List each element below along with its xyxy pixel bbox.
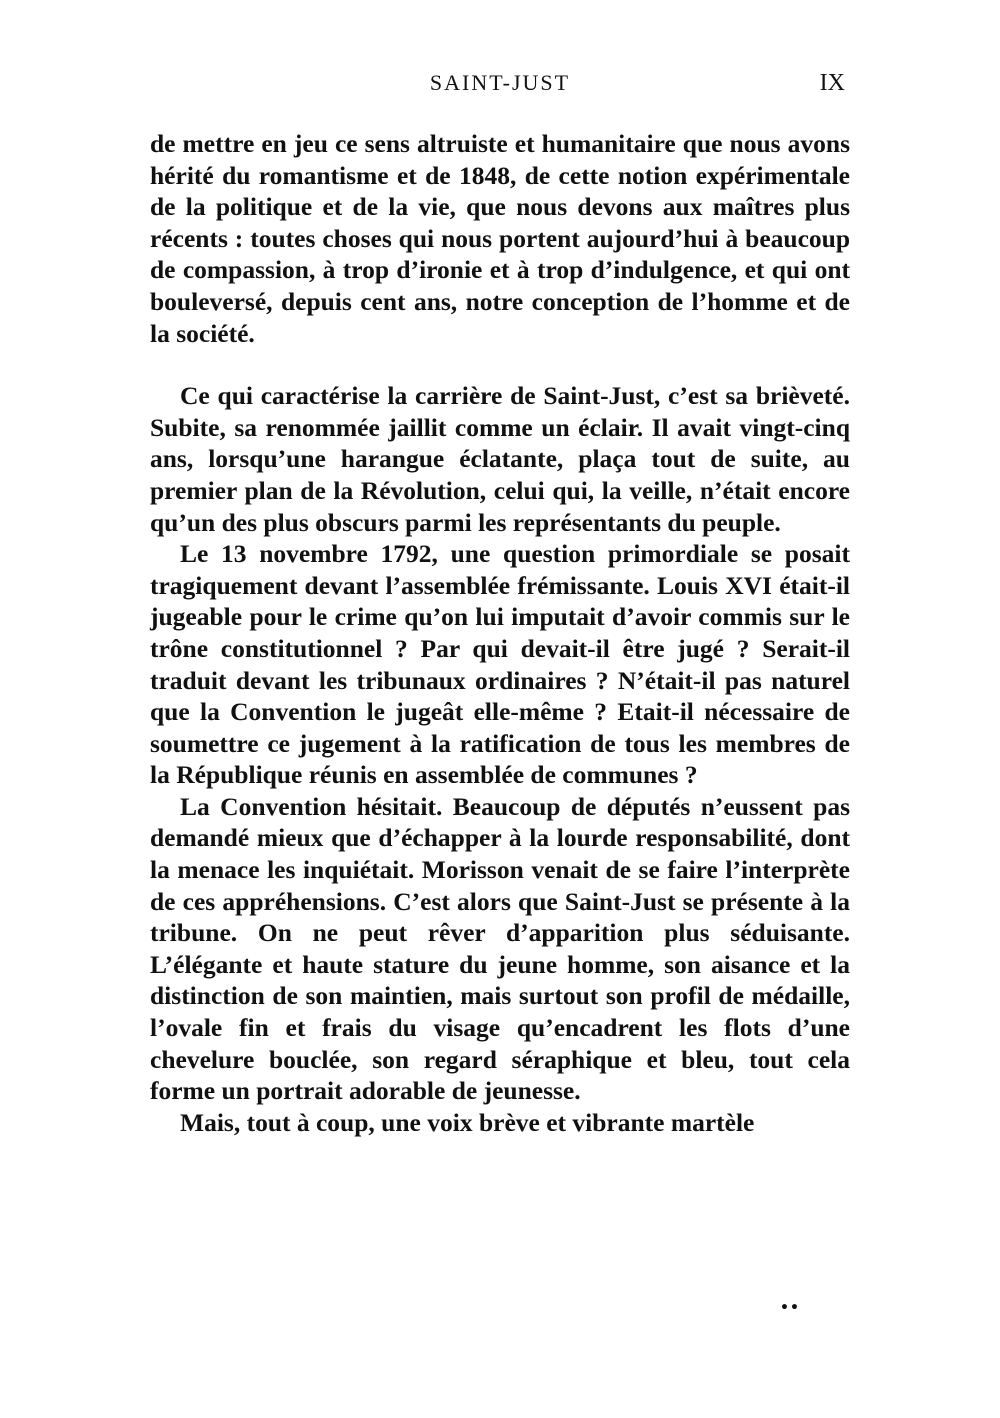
running-title: SAINT-JUST — [429, 70, 571, 95]
paragraph: Ce qui caractérise la carrière de Saint-Just, c’est sa brièveté. Subite, sa renommée jaillit comme un éclair. Il avait vingt-cinq ans, lorsqu’une harangue éclatante, plaça tout de suite, au premier plan de la Révolution, celui qui, la veille, n’était encore qu’un des plus obscurs parmi les représentants du peuple. — [150, 381, 850, 537]
paragraph: Mais, tout à coup, une voix brève et vibrante martèle — [180, 1107, 755, 1137]
running-head — [0, 70, 1000, 96]
signature-mark: •• — [780, 1300, 800, 1316]
paragraph: Le 13 novembre 1792, une question primordiale se posait tragiquement devant l’assemblée frémissante. Louis XVI était-il jugeable pour le crime qu’on lui imputait d’avoir commis sur le trône constitutionnel ? Par qui devait-il être jugé ? Serait-il traduit devant les tribunaux ordinaires ? N’était-il pas naturel que la Convention le jugeât elle-même ? Etait-il nécessaire de soumettre ce jugement à la ratification de tous les membres de la République réunis en assemblée de communes ? — [150, 539, 850, 790]
paragraph-continuation: de mettre en jeu ce sens altruiste et humanitaire que nous avons hérité du romantisme et de 1848, de cette notion expérimentale de la politique et de la vie, que nous devons aux maîtres plus récents : toutes choses qui nous portent aujourd’hui à beaucoup de compassion, à trop d’ironie et à trop d’indulgence, et qui ont bouleversé, depuis cent ans, notre conception de l’homme et de la société. — [150, 129, 850, 348]
body-text — [150, 128, 850, 1138]
page-number: IX — [819, 70, 845, 96]
paragraph: La Convention hésitait. Beaucoup de députés n’eussent pas demandé mieux que d’échapper à la lourde responsabilité, dont la menace les inquiétait. Morisson venait de se faire l’interprète de ces appréhensions. C’est alors que Saint-Just se présente à la tribune. On ne peut rêver d’apparition plus séduisante. L’élégante et haute stature du jeune homme, son aisance et la distinction de son maintien, mais surtout son profil de médaille, l’ovale fin et frais du visage qu’encadrent les flots d’une chevelure bouclée, son regard séraphique et bleu, tout cela forme un portrait adorable de jeunesse. — [150, 791, 850, 1106]
